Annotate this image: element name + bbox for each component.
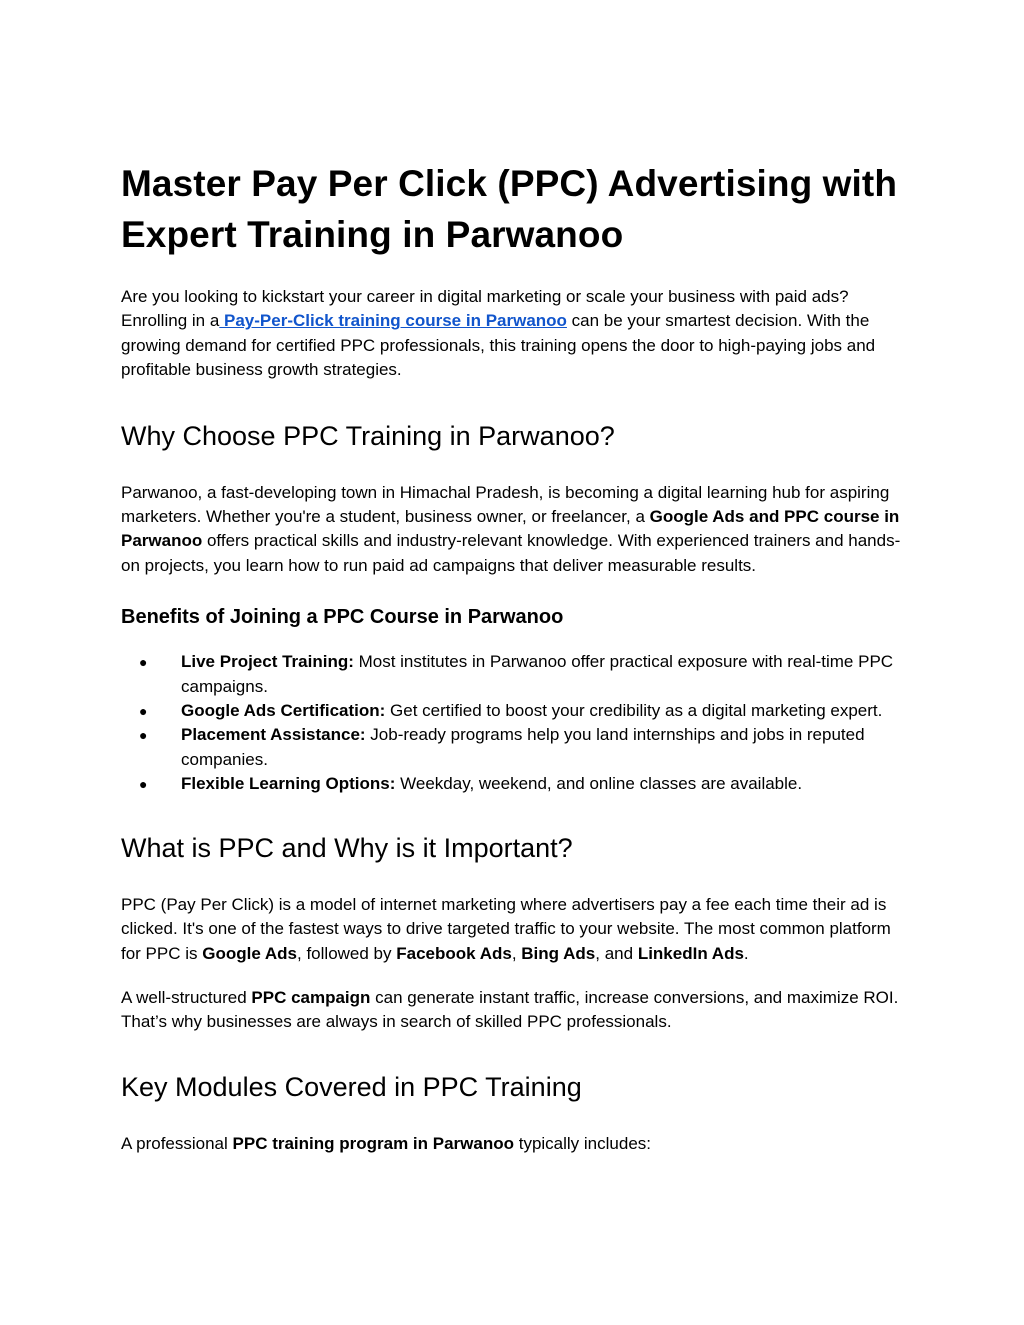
benefit-title: Flexible Learning Options: bbox=[181, 774, 396, 794]
bullet-icon: ● bbox=[139, 776, 148, 793]
why-choose-text-2: offers practical skills and industry-relevant knowledge. With experienced trainers and hands-on projects, you learn how to run paid ad campaigns that deliver measurable results. bbox=[121, 531, 901, 575]
facebook-ads-bold: Facebook Ads bbox=[396, 943, 512, 963]
benefit-title: Placement Assistance: bbox=[181, 725, 366, 745]
why-choose-bold-1: Google Ads and PPC course in Parwanoo bbox=[121, 507, 900, 551]
why-choose-text-1: Parwanoo, a fast-developing town in Himachal Pradesh, is becoming a digital learning hub for aspiring marketers. Whether you're a student, business owner, or freelancer, a bbox=[121, 482, 890, 527]
key-modules-text-1: A professional bbox=[121, 1133, 233, 1153]
why-choose-paragraph bbox=[121, 481, 911, 579]
google-ads-bold: Google Ads bbox=[202, 943, 298, 963]
list-item bbox=[121, 772, 911, 796]
bing-ads-bold: Bing Ads bbox=[521, 943, 596, 963]
bullet-icon: ● bbox=[139, 727, 148, 744]
benefits-list bbox=[121, 650, 911, 796]
section-heading-what-is-ppc: What is PPC and Why is it Important? bbox=[121, 832, 573, 863]
key-modules-text-2: typically includes: bbox=[514, 1133, 652, 1153]
benefit-text: Most institutes in Parwanoo offer practical exposure with real-time PPC campaigns. bbox=[181, 652, 894, 696]
ppc-course-link[interactable]: Pay-Per-Click training course in Parwanoo bbox=[219, 311, 567, 331]
intro-text-2: can be your smartest decision. With the growing demand for certified PPC professionals, this training opens the door to high-paying jobs and profitable business growth strategies. bbox=[121, 311, 876, 380]
list-item bbox=[121, 650, 911, 699]
benefit-title: Google Ads Certification: bbox=[181, 701, 386, 721]
section-heading-key-modules: Key Modules Covered in PPC Training bbox=[121, 1071, 582, 1102]
ppc-campaign-text-2: can generate instant traffic, increase conversions, and maximize ROI. That’s why businesses are always in search of skilled PPC professionals. bbox=[121, 987, 899, 1032]
bullet-icon: ● bbox=[139, 654, 148, 671]
intro-text-1: Are you looking to kickstart your career in digital marketing or scale your business with paid ads? Enrolling in a bbox=[121, 287, 849, 331]
ppc-campaign-bold: PPC campaign bbox=[251, 987, 371, 1007]
key-modules-paragraph bbox=[121, 1132, 911, 1156]
benefit-text: Job-ready programs help you land internships and jobs in reputed companies. bbox=[181, 725, 865, 769]
ppc-campaign-text-1: A well-structured bbox=[121, 987, 252, 1007]
what-is-ppc-text-2: , followed by bbox=[297, 943, 397, 963]
list-item bbox=[121, 723, 911, 772]
intro-paragraph bbox=[121, 285, 911, 383]
what-is-ppc-text-4: , and bbox=[595, 943, 638, 963]
benefit-text: Weekday, weekend, and online classes are available. bbox=[395, 774, 803, 794]
linkedin-ads-bold: LinkedIn Ads bbox=[637, 943, 744, 963]
ppc-campaign-paragraph bbox=[121, 986, 911, 1035]
what-is-ppc-text-5: . bbox=[743, 943, 749, 963]
benefits-heading: Benefits of Joining a PPC Course in Parwanoo bbox=[121, 606, 564, 629]
key-modules-bold: PPC training program in Parwanoo bbox=[232, 1133, 514, 1153]
page-title: Master Pay Per Click (PPC) Advertising with Expert Training in Parwanoo bbox=[121, 163, 898, 255]
what-is-ppc-paragraph bbox=[121, 893, 911, 966]
what-is-ppc-text-1: PPC (Pay Per Click) is a model of internet marketing where advertisers pay a fee each time their ad is clicked. It's one of the fastest ways to drive targeted traffic to your website. The most common platform for PPC is bbox=[121, 894, 891, 963]
bullet-icon: ● bbox=[139, 703, 148, 720]
list-item bbox=[121, 699, 911, 723]
benefit-title: Live Project Training: bbox=[181, 652, 354, 672]
what-is-ppc-text-3: , bbox=[511, 943, 522, 963]
benefit-text: Get certified to boost your credibility as a digital marketing expert. bbox=[385, 701, 883, 721]
section-heading-why-choose: Why Choose PPC Training in Parwanoo? bbox=[121, 420, 615, 451]
document-page bbox=[121, 158, 911, 1156]
